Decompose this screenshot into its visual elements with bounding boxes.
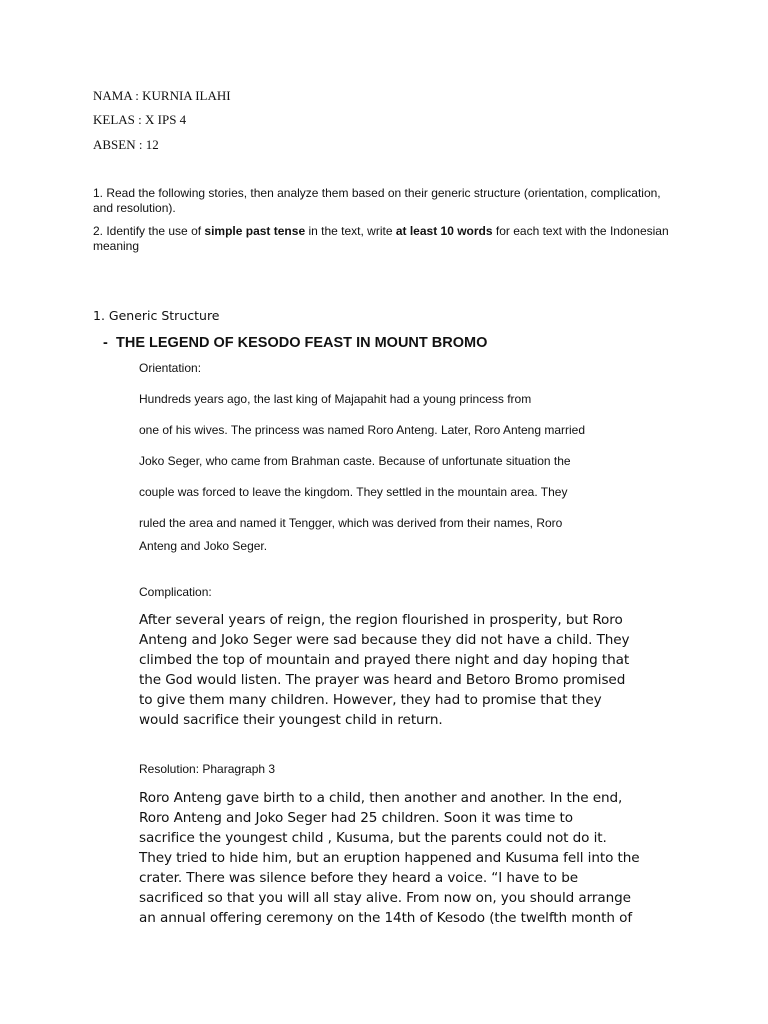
instruction-1: 1. Read the following stories, then analyze them based on their generic structure (orientation, complication, and resolution). xyxy=(93,186,661,215)
orientation-line: ruled the area and named it Tengger, which was derived from their names, Roro xyxy=(139,516,563,530)
student-name: NAMA : KURNIA ILAHI xyxy=(93,88,231,103)
resolution-line: Roro Anteng and Joko Seger had 25 children. Soon it was time to xyxy=(139,810,573,826)
resolution-line: an annual offering ceremony on the 14th of Kesodo (the twelfth month of xyxy=(139,910,633,926)
resolution-line: sacrifice the youngest child , Kusuma, but the parents could not do it. xyxy=(139,830,607,846)
student-class: KELAS : X IPS 4 xyxy=(93,112,187,127)
student-number: ABSEN : 12 xyxy=(93,137,159,152)
resolution-line: Roro Anteng gave birth to a child, then another and another. In the end, xyxy=(139,790,623,806)
instruction-2-mid: in the text, write xyxy=(305,224,396,238)
orientation-line: Anteng and Joko Seger. xyxy=(139,539,268,553)
instruction-2-bold-tense: simple past tense xyxy=(204,224,306,238)
instruction-2-prefix: 2. Identify the use of xyxy=(93,224,205,238)
instruction-2 xyxy=(93,224,673,254)
story-title: THE LEGEND OF KESODO FEAST IN MOUNT BROMO xyxy=(116,335,488,351)
instruction-2-suffix: for each text with the Indonesian meaning xyxy=(93,224,669,253)
complication-line: climbed the top of mountain and prayed there night and day hoping that xyxy=(139,652,630,668)
complication-label: Complication: xyxy=(139,585,212,599)
orientation-label: Orientation: xyxy=(139,361,202,375)
complication-paragraph xyxy=(139,610,684,730)
title-dash: - xyxy=(103,335,108,351)
complication-line: to give them many children. However, they had to promise that they xyxy=(139,692,602,708)
complication-line: would sacrifice their youngest child in return. xyxy=(139,712,443,728)
complication-line: the God would listen. The prayer was heard and Betoro Bromo promised xyxy=(139,672,626,688)
resolution-label: Resolution: Pharagraph 3 xyxy=(139,762,276,776)
complication-line: Anteng and Joko Seger were sad because they did not have a child. They xyxy=(139,632,630,648)
orientation-line: Hundreds years ago, the last king of Majapahit had a young princess from xyxy=(139,392,532,406)
resolution-paragraph xyxy=(139,788,684,928)
resolution-line: sacrificed so that you will all stay alive. From now on, you should arrange xyxy=(139,890,631,906)
complication-line: After several years of reign, the region flourished in prosperity, but Roro xyxy=(139,612,623,628)
orientation-line: Joko Seger, who came from Brahman caste. Because of unfortunate situation the xyxy=(139,454,571,468)
instruction-2-bold-count: at least 10 words xyxy=(395,224,493,238)
orientation-line: one of his wives. The princess was named Roro Anteng. Later, Roro Anteng married xyxy=(139,423,586,437)
orientation-line: couple was forced to leave the kingdom. They settled in the mountain area. They xyxy=(139,485,568,499)
resolution-line: crater. There was silence before they heard a voice. “I have to be xyxy=(139,870,578,886)
section-heading: 1. Generic Structure xyxy=(93,308,220,323)
resolution-line: They tried to hide him, but an eruption happened and Kusuma fell into the xyxy=(139,850,640,866)
